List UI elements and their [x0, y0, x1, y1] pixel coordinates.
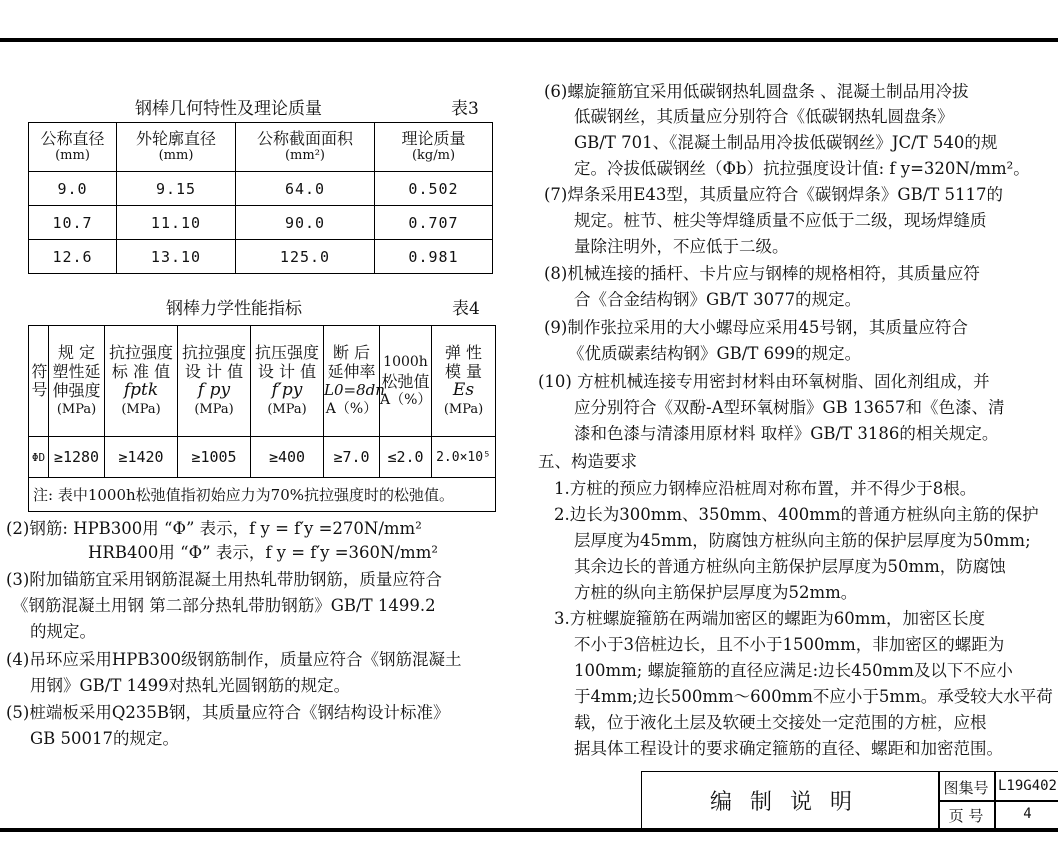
- note-line: 的规定。: [30, 622, 96, 641]
- table-cell: 10.7: [29, 206, 117, 240]
- table-row: [29, 206, 493, 240]
- header-line: 1000h: [383, 353, 428, 370]
- note-line: (10) 方桩机械连接专用密封材料由环氧树脂、固化剂组成，并: [538, 372, 990, 391]
- note-line: GB/T 701、《混凝土制品用冷拔低碳钢丝》JC/T 540的规: [574, 133, 998, 152]
- header-unit: (mm): [55, 148, 90, 163]
- divider: [938, 800, 1058, 802]
- drawing-title: 编制说明: [709, 790, 870, 815]
- note-line: (9)制作张拉采用的大小螺母应采用45号钢，其质量应符合: [544, 318, 968, 337]
- note-line: 定。冷拔低碳钢丝（Φb）抗拉强度设计值: f y=320N/mm²。: [574, 159, 1030, 178]
- note-line: 100mm; 螺旋箍筋的直径应满足:边长450mm及以下不应小: [574, 661, 1013, 680]
- header-symbol: f py: [197, 380, 231, 400]
- table-cell: 9.0: [29, 172, 117, 206]
- table-row: [29, 172, 493, 206]
- table-cell: ≥1420: [105, 437, 178, 478]
- header-symbol: L0=8dn: [324, 381, 385, 399]
- header-unit: (MPa): [121, 402, 161, 417]
- header-main: 外轮廓直径: [135, 129, 216, 148]
- title-block: [641, 771, 1058, 829]
- note-line: 3.方桩螺旋箍筋在两端加密区的螺距为60mm，加密区长度: [554, 609, 986, 628]
- note-line: 载，位于液化土层及软硬土交接处一定范围的方桩，应根: [574, 713, 987, 732]
- header-unit: (MPa): [443, 402, 484, 417]
- table4-header-cell: [432, 326, 496, 437]
- table-cell: ≥1280: [49, 437, 105, 478]
- header-unit: (MPa): [56, 402, 97, 417]
- note-line: (8)机械连接的插杆、卡片应与钢棒的规格相符，其质量应符: [544, 264, 980, 283]
- header-line: 规 定: [57, 343, 96, 362]
- note-line: 合《合金结构钢》GB/T 3077的规定。: [574, 290, 862, 309]
- header-unit: (MPa): [194, 402, 234, 417]
- table3-header-cell: [375, 123, 493, 172]
- table4-header-cell: [380, 326, 432, 437]
- atlas-number-value: L19G402: [997, 778, 1057, 794]
- note-line: 1.方桩的预应力钢棒应沿桩周对称布置，并不得少于8根。: [554, 479, 977, 498]
- table4-header-symbol: 符号: [29, 326, 49, 437]
- section-heading: 五、构造要求: [538, 452, 637, 471]
- table-cell: 90.0: [236, 206, 375, 240]
- top-border-rule: [0, 38, 1058, 42]
- table4-header-cell: [105, 326, 178, 437]
- note-line: GB 50017的规定。: [30, 729, 180, 748]
- header-line: 标 准 值: [111, 362, 171, 381]
- note-line: 漆和色漆与清漆用原材料 取样》GB/T 3186的相关规定。: [574, 424, 999, 443]
- table4: [28, 325, 496, 512]
- header-line: 延伸率: [327, 362, 376, 381]
- header-symbol: fptk: [123, 380, 159, 400]
- header-symbol: f′py: [271, 380, 303, 400]
- note-line: (2)钢筋: HPB300用 “Φ” 表示，f y = f′y =270N/mm²: [6, 519, 422, 538]
- note-line: (5)桩端板采用Q235B钢，其质量应符合《钢结构设计标准》: [6, 703, 450, 722]
- table-cell: ≥7.0: [324, 437, 380, 478]
- header-line: A（%）: [325, 401, 378, 417]
- header-line: 抗压强度: [254, 343, 319, 362]
- header-symbol: Es: [452, 380, 475, 400]
- header-line: 模 量: [444, 362, 483, 381]
- note-line: HRB400用 “Φ” 表示，f y = f′y =360N/mm²: [88, 543, 438, 562]
- table-cell: ΦD: [29, 437, 49, 478]
- header-line: 伸强度: [52, 381, 101, 400]
- note-line: 据具体工程设计的要求确定箍筋的直径、螺距和加密范围。: [574, 739, 1003, 758]
- note-line: 于4mm;边长500mm～600mm不应小于5mm。承受较大水平荷: [574, 687, 1053, 706]
- table-cell: 12.6: [29, 240, 117, 274]
- table-cell: 13.10: [117, 240, 236, 274]
- note-line: 其余边长的普通方桩纵向主筋保护层厚度为50mm，防腐蚀: [574, 557, 1006, 576]
- note-line: (6)螺旋箍筋宜采用低碳钢热轧圆盘条 、混凝土制品用冷拔: [544, 82, 969, 101]
- header-line: 弹 性: [444, 343, 483, 362]
- note-line: 不小于3倍桩边长，且不小于1500mm，非加密区的螺距为: [574, 635, 1005, 654]
- header-unit: (mm): [158, 148, 194, 163]
- table3: [28, 122, 493, 274]
- table-cell: 0.502: [375, 172, 493, 206]
- table4-header-cell: [251, 326, 324, 437]
- table4-header-cell: [178, 326, 251, 437]
- header-main: 理论质量: [401, 129, 466, 148]
- bottom-border-rule: [0, 828, 1058, 832]
- atlas-number-label: 图集号: [943, 779, 989, 797]
- note-line: (7)焊条采用E43型，其质量应符合《碳钢焊条》GB/T 5117的: [544, 185, 1004, 204]
- table3-header-cell: [117, 123, 236, 172]
- table3-header-cell: [29, 123, 117, 172]
- header-line: 断 后: [332, 343, 371, 362]
- table-row: [29, 240, 493, 274]
- header-line: 设 计 值: [257, 362, 317, 381]
- table-cell: ≥1005: [178, 437, 251, 478]
- note-line: 量除注明外，不应低于二级。: [574, 237, 789, 256]
- table4-header-cell: [49, 326, 105, 437]
- page-number-value: 4: [1023, 806, 1032, 822]
- note-line: 低碳钢丝，其质量应分别符合《低碳钢热轧圆盘条》: [574, 107, 954, 126]
- table-row: [29, 437, 496, 478]
- table3-title: 钢棒几何特性及理论质量: [135, 99, 322, 119]
- note-line: 应分别符合《双酚-A型环氧树脂》GB 13657和《色漆、清: [574, 398, 1005, 417]
- table4-note-row: [29, 478, 496, 512]
- table4-title: 钢棒力学性能指标: [166, 299, 302, 319]
- header-line: 塑性延: [52, 362, 101, 381]
- table-cell: ≥400: [251, 437, 324, 478]
- table3-header-row: [29, 123, 493, 172]
- note-line: (4)吊环应采用HPB300级钢筋制作，质量应符合《钢筋混凝土: [6, 650, 462, 669]
- header-line: 设 计 值: [184, 362, 244, 381]
- page-number-label: 页 号: [948, 807, 984, 825]
- header-line: 松弛值: [381, 371, 430, 391]
- table-cell: 11.10: [117, 206, 236, 240]
- table4-caption: [166, 294, 496, 319]
- table3-number: 表3: [451, 99, 479, 119]
- table3-header-cell: [236, 123, 375, 172]
- table-cell: 9.15: [117, 172, 236, 206]
- note-line: 层厚度为45mm，防腐蚀方桩纵向主筋的保护层厚度为50mm;: [574, 531, 1031, 550]
- header-unit: (MPa): [267, 402, 307, 417]
- note-line: 2.边长为300mm、350mm、400mm的普通方桩纵向主筋的保护: [554, 505, 1039, 524]
- table4-header-row: [29, 326, 496, 437]
- note-line: 方桩的纵向主筋保护层厚度为52mm。: [574, 583, 858, 602]
- header-line: 抗拉强度: [108, 343, 173, 362]
- header-main: 公称截面面积: [256, 129, 353, 148]
- table-cell: 0.707: [375, 206, 493, 240]
- table4-number: 表4: [452, 299, 480, 319]
- table-cell: 64.0: [236, 172, 375, 206]
- header-line: A（%）: [380, 391, 432, 408]
- header-line: 抗拉强度: [181, 343, 246, 362]
- note-line: (3)附加锚筋宜采用钢筋混凝土用热轧带肋钢筋，质量应符合: [6, 570, 442, 589]
- note-line: 《钢筋混凝土用钢 第二部分热轧带肋钢筋》GB/T 1499.2: [12, 596, 436, 615]
- table4-header-cell: [324, 326, 385, 437]
- table-cell: 0.981: [375, 240, 493, 274]
- note-line: 用钢》GB/T 1499对热轧光圆钢筋的规定。: [30, 676, 351, 695]
- header-main: 公称直径: [40, 129, 105, 148]
- table-cell: ≤2.0: [380, 437, 432, 478]
- table-cell: 2.0×10⁵: [432, 437, 496, 478]
- note-line: 《优质碳素结构钢》GB/T 699的规定。: [568, 344, 862, 363]
- table-cell: 125.0: [236, 240, 375, 274]
- header-unit: (mm²): [284, 148, 325, 163]
- note-line: 规定。桩节、桩尖等焊缝质量不应低于二级，现场焊缝质: [574, 211, 987, 230]
- table3-caption: [135, 94, 495, 119]
- table4-note: 注: 表中1000h松弛值指初始应力为70%抗拉强度时的松弛值。: [29, 478, 496, 512]
- header-unit: (kg/m): [411, 148, 456, 163]
